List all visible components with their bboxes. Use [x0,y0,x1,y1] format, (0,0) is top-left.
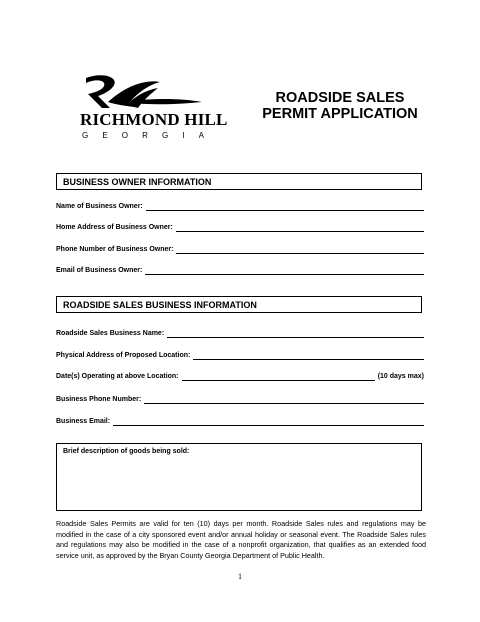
goods-description-box[interactable] [56,443,422,511]
logo-state-letter: G [161,131,169,140]
logo-wordmark: RICHMOND HILL [80,110,228,129]
richmond-hill-logo [80,72,228,148]
field-label: Physical Address of Proposed Location: [56,352,191,359]
operating-dates-field[interactable] [56,372,424,381]
field-label: Business Phone Number: [56,396,142,403]
page-number: 1 [238,572,242,581]
fill-line[interactable] [182,373,375,381]
business-email-field[interactable] [56,417,424,426]
logo-swoosh-icon [80,72,204,110]
fill-line[interactable] [176,224,424,232]
fill-line[interactable] [176,246,424,254]
permit-rules-note: Roadside Sales Permits are valid for ten (10) days per month. Roadside Sales rules and regulations may be modified in the case of a city sponsored event and/or annual holiday or seasonal event. The Roadside Sales rules and regulations may also be modified in the case of a nonprofit organization, that qualifies as an extended food service unit, as approved by the Bryan County Georgia Department of Public Health. [56,519,426,560]
business-name-field[interactable] [56,329,424,338]
logo-state-letter: A [198,131,204,140]
fill-line[interactable] [113,418,424,426]
business-section-heading: ROADSIDE SALES BUSINESS INFORMATION [56,296,422,313]
logo-state-letter: E [102,131,108,140]
logo-state-letter: R [142,131,148,140]
page-title [240,90,440,122]
owner-home-address-field[interactable] [56,223,424,232]
fill-line[interactable] [146,203,424,211]
field-label: Roadside Sales Business Name: [56,330,165,337]
logo-state-letter: I [182,131,185,140]
fill-line[interactable] [193,352,424,360]
owner-phone-field[interactable] [56,245,424,254]
field-label: Date(s) Operating at above Location: [56,373,179,380]
owner-email-field[interactable] [56,266,424,275]
title-line-2: PERMIT APPLICATION [262,106,418,122]
logo-state-letter: O [121,131,128,140]
fill-line[interactable] [145,267,424,275]
fill-line[interactable] [167,330,424,338]
field-label: Email of Business Owner: [56,267,143,274]
physical-address-field[interactable] [56,351,424,360]
description-label: Brief description of goods being sold: [63,448,190,455]
field-label: Phone Number of Business Owner: [56,246,174,253]
title-line-1: ROADSIDE SALES [275,90,405,106]
owner-section-heading: BUSINESS OWNER INFORMATION [56,173,422,190]
logo-state-letter: G [82,131,89,140]
field-label: Home Address of Business Owner: [56,224,173,231]
logo-state-letters [82,131,204,140]
owner-name-field[interactable] [56,202,424,211]
business-phone-field[interactable] [56,395,424,404]
fill-line[interactable] [144,396,424,404]
field-suffix: (10 days max) [377,373,424,380]
field-label: Business Email: [56,418,111,425]
field-label: Name of Business Owner: [56,203,143,210]
